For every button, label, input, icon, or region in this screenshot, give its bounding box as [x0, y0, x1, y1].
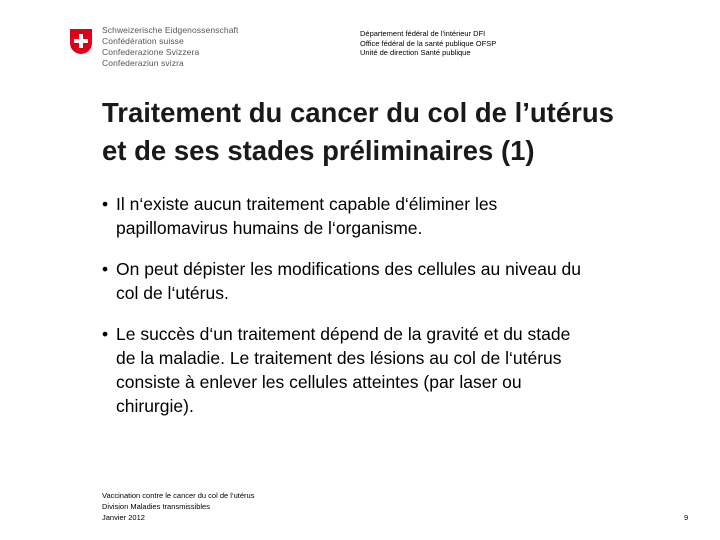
department-info	[360, 29, 496, 58]
swiss-confederation-logo	[70, 25, 240, 75]
department-line: Département fédéral de l'intérieur DFI	[360, 29, 486, 38]
slide-footer	[102, 490, 254, 523]
bullet-line: consiste à enlever les cellules atteintes (par laser ou	[116, 372, 522, 392]
confederation-name-fr: Confédération suisse	[102, 36, 184, 46]
bullet-list	[102, 192, 702, 435]
page-number: 9	[684, 513, 689, 522]
footer-date: Janvier 2012	[102, 513, 145, 522]
slide-title	[102, 94, 712, 170]
confederation-name-it: Confederazione Svizzera	[102, 47, 200, 57]
confederation-name-rm: Confederaziun svizra	[102, 58, 184, 68]
footer-division: Division Maladies transmissibles	[102, 502, 210, 511]
unit-line: Unité de direction Santé publique	[360, 48, 471, 57]
bullet-line: Le succès d‘un traitement dépend de la gravité et du stade	[116, 324, 571, 344]
bullet-line: chirurgie).	[116, 396, 194, 416]
bullet-line: papillomavirus humains de l‘organisme.	[116, 218, 423, 238]
bullet-dot: •	[102, 194, 109, 214]
slide-title-line-2: et de ses stades préliminaires (1)	[102, 135, 535, 166]
bullet-item	[102, 322, 702, 418]
confederation-name-de: Schweizerische Eidgenossenschaft	[102, 25, 239, 35]
slide-title-line-1: Traitement du cancer du col de l’utérus	[102, 97, 614, 128]
bullet-line: de la maladie. Le traitement des lésions au col de l‘utérus	[116, 348, 562, 368]
bullet-dot: •	[102, 324, 109, 344]
bullet-line: Il n‘existe aucun traitement capable d‘éliminer les	[116, 194, 498, 214]
footer-presentation-title: Vaccination contre le cancer du col de l‘utérus	[102, 491, 255, 500]
office-line: Office fédéral de la santé publique OFSP	[360, 38, 497, 48]
bullet-dot: •	[102, 259, 109, 279]
bullet-item	[102, 257, 702, 305]
bullet-line: On peut dépister les modifications des cellules au niveau du	[116, 259, 581, 279]
bullet-line: col de l‘utérus.	[116, 283, 229, 303]
bullet-item	[102, 192, 702, 240]
swiss-flag-icon	[70, 29, 92, 54]
confederation-names	[102, 25, 238, 69]
